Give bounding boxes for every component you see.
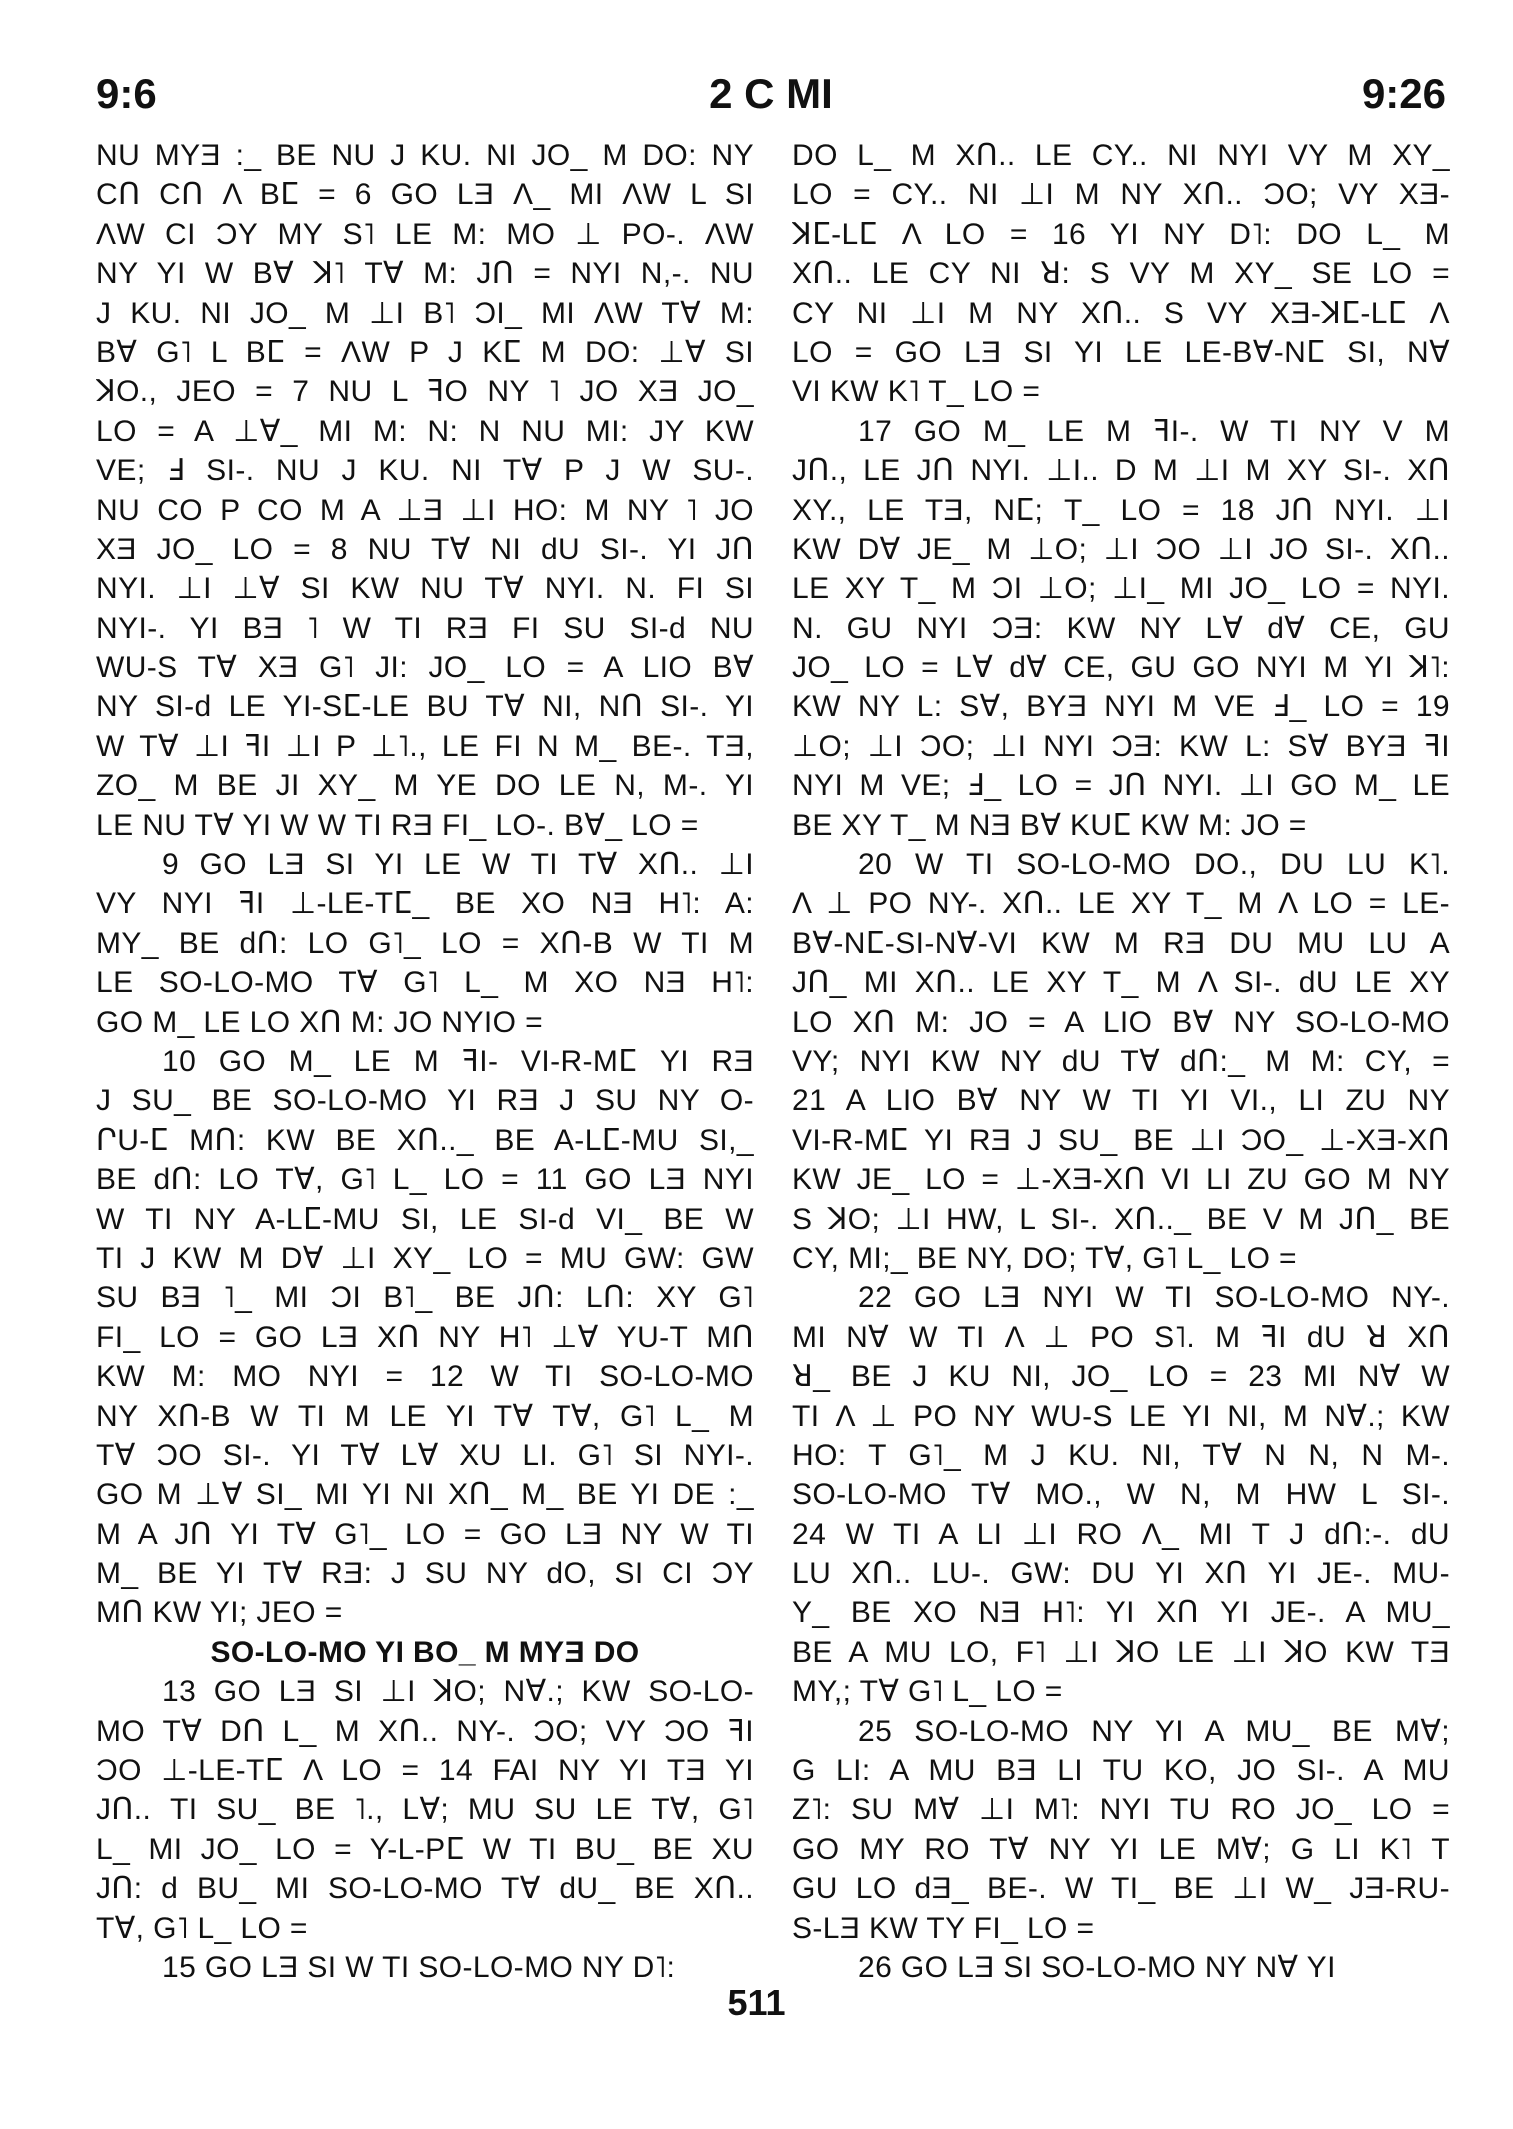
- text-line: KW M: MO NYI = 12 W TI SO-LO-MO: [96, 1360, 754, 1394]
- right-text-column: [792, 136, 1450, 1987]
- text-line: J KU. NI JO_ M ⊥I B˥ ƆI_ MI ΛW TⱯ M:: [96, 296, 754, 330]
- text-line: KW JE_ LO = ⊥-XƎ-XՈ VI LI ZU GO M NY: [792, 1163, 1450, 1197]
- text-line: TⱯ ƆO SI-. YI TⱯ LⱯ XU LI. G˥ SI NYI-.: [96, 1438, 754, 1472]
- text-line: W TⱯ ⊥I ꟻI ⊥I P ⊥˥., LE FI N M_ BE-. TƎ,: [96, 729, 754, 763]
- text-line: 24 W TI A LI ⊥I RO Λ_ MI T J dՈ:-. dU: [792, 1517, 1450, 1551]
- text-line: NY YI W BⱯ ꓘ˥ TⱯ M: JՈ = NYI N,-. NU: [96, 257, 754, 291]
- text-line: BⱯ-Nⵎ-SI-NⱯ-VI KW M RƎ DU MU LU A: [792, 926, 1450, 960]
- text-line: NU CO P CO M A ⊥Ǝ ⊥I HO: M NY ˥ JO: [96, 493, 754, 527]
- text-line: ՐU-ⵎ MՈ: KW BE XՈ.._ BE A-Lⵎ-MU SI,_: [96, 1123, 754, 1157]
- text-line: JՈ_ MI XՈ.. LE XY T_ M Λ SI-. dU LE XY: [792, 966, 1450, 1000]
- header-right-reference: 9:26: [1361, 70, 1446, 117]
- text-line: JՈ., LE JՈ NYI. ⊥I.. D M ⊥I M XY SI-. XՈ: [792, 454, 1450, 488]
- text-line: WU-S TⱯ XƎ G˥ JI: JO_ LO = A LIO BⱯ: [96, 651, 754, 685]
- text-line: ⊥O; ⊥I ƆO; ⊥I NYI ƆƎ: KW L: SⱯ BYƎ ꟻI: [792, 729, 1450, 763]
- text-line: LO = GO LƎ SI YI LE LE-BⱯ-Nⵎ SI, NⱯ: [792, 335, 1450, 369]
- text-line: MY,; TⱯ G˥ L_ LO =: [792, 1675, 1063, 1709]
- text-line: ΛW CI ƆY MY S˥ LE M: MO ⊥ PO-. ΛW: [96, 217, 754, 251]
- text-line: N. GU NYI ƆƎ: KW NY LⱯ dⱯ CE, GU: [792, 611, 1450, 645]
- text-line: GU LO dƎ_ BE-. W TI_ BE ⊥I W_ JƎ-RU-: [792, 1872, 1450, 1906]
- text-line: 22 GO LƎ NYI W TI SO-LO-MO NY-.: [858, 1281, 1450, 1315]
- page-header: [96, 64, 1446, 124]
- text-line: ƆO ⊥-LE-Tⵎ Λ LO = 14 FAI NY YI TƎ YI: [96, 1754, 754, 1788]
- text-line: NU MYƎ :_ BE NU J KU. NI JO_ M DO: NY: [96, 139, 754, 172]
- text-line: XY., LE TƎ, Nⵎ; T_ LO = 18 JՈ NYI. ⊥I: [792, 493, 1450, 527]
- text-line: G LI: A MU BƎ LI TU KO, JO SI-. A MU: [792, 1754, 1450, 1788]
- text-line: NYI M VE; Ⅎ_ LO = JՈ NYI. ⊥I GO M_ LE: [792, 769, 1450, 803]
- text-line: LO = A ⊥Ɐ_ MI M: N: N NU MI: JY KW: [96, 414, 754, 448]
- text-line: 17 GO M_ LE M ꟻI-. W TI NY V M: [858, 414, 1450, 448]
- text-line: JՈ: d BU_ MI SO-LO-MO TⱯ dU_ BE XՈ..: [96, 1872, 754, 1906]
- text-line: NY SI-d LE YI-Sⵎ-LE BU TⱯ NI, NՈ SI-. YI: [96, 690, 754, 724]
- text-line: KW DⱯ JE_ M ⊥O; ⊥I ƆO ⊥I JO SI-. XՈ..: [792, 532, 1450, 566]
- text-line: MI NⱯ W TI Λ ⊥ PO S˥. M ꟻI dU ꓤ XՈ: [792, 1320, 1450, 1354]
- text-line: XՈ.. LE CY NI ꓤ: S VY M XY_ SE LO =: [792, 257, 1450, 291]
- text-line: 15 GO LƎ SI W TI SO-LO-MO NY D˥:: [162, 1950, 676, 1984]
- text-line: W TI NY A-Lⵎ-MU SI, LE SI-d VI_ BE W: [96, 1202, 754, 1236]
- text-line: HO: T G˥_ M J KU. NI, TⱯ N N, N M-.: [792, 1438, 1450, 1472]
- text-line: VI KW K˥ T_ LO =: [792, 375, 1041, 409]
- text-line: S ꓘO; ⊥I HW, L SI-. XՈ.._ BE V M JՈ_ BE: [792, 1202, 1450, 1236]
- text-line: TI J KW M DⱯ ⊥I XY_ LO = MU GW: GW: [96, 1241, 754, 1275]
- text-line: L_ MI JO_ LO = Y-L-Pⵎ W TI BU_ BE XU: [96, 1832, 754, 1866]
- text-line: GO M_ LE LO XՈ M: JO NYIO =: [96, 1005, 544, 1039]
- text-line: J SU_ BE SO-LO-MO YI RƎ J SU NY O-: [96, 1084, 754, 1118]
- section-heading: SO-LO-MO YI BO_ M MYƎ DO: [210, 1635, 640, 1669]
- text-line: Y_ BE XO NƎ H˥: YI XՈ YI JE-. A MU_: [792, 1596, 1450, 1630]
- text-line: DO L_ M XՈ.. LE CY.. NI NYI VY M XY_: [792, 139, 1450, 172]
- text-line: GO MY RO TⱯ NY YI LE MⱯ; G LI K˥ T: [792, 1832, 1450, 1866]
- text-line: VE; Ⅎ SI-. NU J KU. NI TⱯ P J W SU-.: [96, 454, 754, 488]
- header-book-title: 2 C MI: [709, 70, 833, 117]
- text-line: NYI-. YI BƎ ˥ W TI RƎ FI SU SI-d NU: [96, 611, 754, 645]
- text-line: LO XՈ M: JO = A LIO BⱯ NY SO-LO-MO: [792, 1005, 1450, 1039]
- text-line: MO TⱯ DՈ L_ M XՈ.. NY-. ƆO; VY ƆO ꟻI: [96, 1714, 754, 1748]
- text-line: NY XՈ-B W TI M LE YI TⱯ TⱯ, G˥ L_ M: [96, 1399, 754, 1433]
- text-line: BE XY T_ M NƎ BⱯ KUⵎ KW M: JO =: [792, 808, 1307, 842]
- text-line: CՈ CՈ Λ Bⵎ = 6 GO LƎ Λ_ MI ΛW L SI: [96, 178, 754, 212]
- text-line: 26 GO LƎ SI SO-LO-MO NY NⱯ YI: [858, 1950, 1336, 1984]
- text-line: JO_ LO = LⱯ dⱯ CE, GU GO NYI M YI ꓘ˥:: [792, 651, 1450, 685]
- text-line: M_ BE YI TⱯ RƎ: J SU NY dO, SI CI ƆY: [96, 1557, 754, 1591]
- text-line: XƎ JO_ LO = 8 NU TⱯ NI dU SI-. YI JՈ: [96, 532, 754, 566]
- text-line: 10 GO M_ LE M ꟻI- VI-R-Mⵎ YI RƎ: [162, 1044, 754, 1078]
- text-line: M A JՈ YI TⱯ G˥_ LO = GO LƎ NY W TI: [96, 1517, 754, 1551]
- text-line: KW NY L: SⱯ, BYƎ NYI M VE Ⅎ_ LO = 19: [792, 690, 1450, 724]
- text-line: LE SO-LO-MO TⱯ G˥ L_ M XO NƎ H˥:: [96, 966, 754, 1000]
- text-line: BE A MU LO, F˥ ⊥I ꓘO LE ⊥I ꓘO KW TƎ: [792, 1635, 1450, 1669]
- text-line: BⱯ G˥ L Bⵎ = ΛW P J Kⵎ M DO: ⊥Ɐ SI: [96, 335, 754, 369]
- text-line: VI-R-Mⵎ YI RƎ J SU_ BE ⊥I ƆO_ ⊥-XƎ-XՈ: [792, 1123, 1450, 1157]
- text-line: BE dՈ: LO TⱯ, G˥ L_ LO = 11 GO LƎ NYI: [96, 1163, 754, 1197]
- left-text-column: [96, 136, 754, 1987]
- text-line: 9 GO LƎ SI YI LE W TI TⱯ XՈ.. ⊥I: [162, 848, 754, 882]
- text-line: 25 SO-LO-MO NY YI A MU_ BE MⱯ;: [858, 1714, 1450, 1748]
- text-line: LE NU TⱯ YI W W TI RƎ FI_ LO-. BⱯ_ LO =: [96, 808, 699, 842]
- text-line: CY NI ⊥I M NY XՈ.. S VY XƎ-ꓘⵎ-Lⵎ Λ: [792, 296, 1450, 330]
- text-line: TI Λ ⊥ PO NY WU-S LE YI NI, M NⱯ.; KW: [792, 1399, 1450, 1433]
- text-line: 21 A LIO BⱯ NY W TI YI VI., LI ZU NY: [792, 1084, 1450, 1118]
- text-line: S-LƎ KW TY FI_ LO =: [792, 1911, 1095, 1945]
- text-line: NYI. ⊥I ⊥Ɐ SI KW NU TⱯ NYI. N. FI SI: [96, 572, 754, 606]
- text-line: ꓤ_ BE J KU NI, JO_ LO = 23 MI NⱯ W: [792, 1360, 1450, 1394]
- text-line: Λ ⊥ PO NY-. XՈ.. LE XY T_ M Λ LO = LE-: [792, 887, 1450, 921]
- text-line: LO = CY.. NI ⊥I M NY XՈ.. ƆO; VY XƎ-: [792, 178, 1450, 212]
- header-left-reference: 9:6: [96, 70, 157, 117]
- text-line: GO M ⊥Ɐ SI_ MI YI NI XՈ_ M_ BE YI DE :_: [96, 1478, 754, 1512]
- text-line: MՈ KW YI; JEO =: [96, 1596, 343, 1630]
- text-line: FI_ LO = GO LƎ XՈ NY H˥ ⊥Ɐ YU-T MՈ: [96, 1320, 754, 1354]
- text-line: LU XՈ.. LU-. GW: DU YI XՈ YI JE-. MU-: [792, 1557, 1450, 1591]
- text-line: SU BƎ ˥_ MI ƆI B˥_ BE JՈ: LՈ: XY G˥: [96, 1281, 754, 1315]
- page-number: 511: [727, 1982, 786, 2023]
- text-line: ꓘO., JEO = 7 NU L ꟻO NY ˥ JO XƎ JO_: [96, 375, 754, 409]
- text-line: ꓘⵎ-Lⵎ Λ LO = 16 YI NY D˥: DO L_ M: [792, 217, 1450, 251]
- text-line: TⱯ, G˥ L_ LO =: [96, 1911, 308, 1945]
- text-line: JՈ.. TI SU_ BE ˥., LⱯ; MU SU LE TⱯ, G˥: [96, 1793, 754, 1827]
- text-line: 13 GO LƎ SI ⊥I ꓘO; NⱯ.; KW SO-LO-: [162, 1675, 754, 1709]
- text-line: VY NYI ꟻI ⊥-LE-Tⵎ_ BE XO NƎ H˥: A:: [96, 887, 754, 921]
- text-line: LE XY T_ M ƆI ⊥O; ⊥I_ MI JO_ LO = NYI.: [792, 572, 1450, 606]
- text-line: SO-LO-MO TⱯ MO., W N, M HW L SI-.: [792, 1478, 1450, 1512]
- text-line: 20 W TI SO-LO-MO DO., DU LU K˥.: [858, 848, 1450, 882]
- text-line: VY; NYI KW NY dU TⱯ dՈ:_ M M: CY, =: [792, 1044, 1450, 1078]
- text-line: CY, MI;_ BE NY, DO; TⱯ, G˥ L_ LO =: [792, 1241, 1297, 1275]
- text-line: Z˥: SU MⱯ ⊥I M˥: NYI TU RO JO_ LO =: [792, 1793, 1450, 1827]
- text-line: ZO_ M BE JI XY_ M YE DO LE N, M-. YI: [96, 769, 754, 803]
- text-line: MY_ BE dՈ: LO G˥_ LO = XՈ-B W TI M: [96, 926, 754, 960]
